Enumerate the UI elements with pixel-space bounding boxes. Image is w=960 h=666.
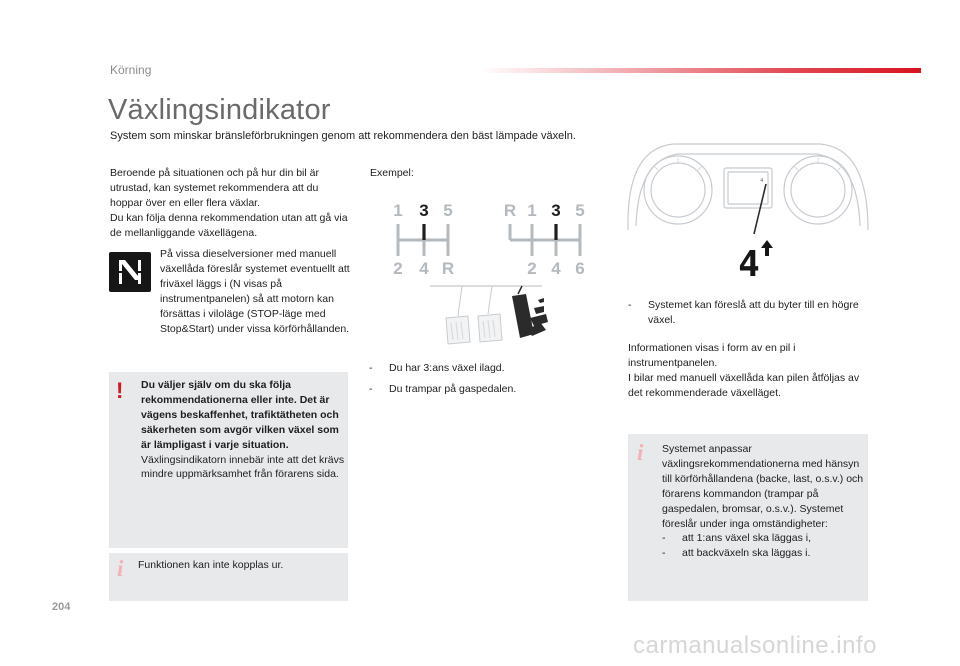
gear2-label-6: 6: [575, 259, 585, 278]
gear2-label-3-active: 3: [551, 201, 561, 220]
bullet-right-text: Systemet kan föreslå att du byter till en högre växel.: [648, 299, 859, 326]
recommended-gear: 4: [738, 244, 760, 285]
info-icon-2: i: [637, 440, 644, 465]
page-subtitle: System som minskar bränsleförbrukningen genom att rekommendera den bäst lämpade växeln.: [110, 130, 576, 142]
info-right-line-1: Informationen visas i form av en pil i instrumentpanelen.: [628, 342, 796, 369]
gear-label-5: 5: [443, 201, 453, 220]
page-title: Växlingsindikator: [108, 94, 331, 126]
bullet-middle-2: - Du trampar på gaspedalen.: [369, 383, 517, 395]
page-number: 204: [52, 601, 71, 613]
bullet-right: - Systemet kan föreslå att du byter till en högre växel.: [628, 298, 868, 330]
section-label: Körning: [110, 63, 152, 77]
gear2-label-5: 5: [575, 201, 585, 220]
info-icon: i: [117, 556, 124, 581]
info-right-text: [628, 341, 873, 401]
gear2-label-r: R: [503, 201, 517, 220]
warning-icon: !: [116, 378, 124, 403]
bullet-middle-1-text: Du har 3:ans växel ilagd.: [389, 362, 505, 374]
info-text-2: [662, 442, 866, 561]
watermark: carmanualsonline.info: [633, 632, 877, 659]
intro-text: [110, 166, 350, 241]
info-right-line-2: I bilar med manuell växellåda kan pilen åtföljas av det rekommenderade växelläget.: [628, 371, 860, 399]
intro-line-1: Beroende på situationen och på hur din bil är utrustad, kan systemet rekommendera att du hoppar över en eller flera växlar.: [110, 167, 319, 209]
info2-paragraph: Systemet anpassar växlingsrekommendationerna med hänsyn till körförhållandena (backe, last, o.s.v.) och förarens kommandon (trampar på gaspedalen, bromsar, o.s.v.). Systemet föreslår under inga omständigheter:: [662, 443, 864, 530]
warning-normal: Växlingsindikatorn innebär inte att det krävs mindre uppmärksamhet från förarens sida.: [141, 453, 345, 481]
intro-line-2: Du kan följa denna rekommendation utan att gå via de mellanliggande växellägena.: [110, 211, 348, 239]
n-display-icon: [109, 252, 151, 292]
instrument-cluster-diagram: [628, 138, 868, 228]
note-n: På vissa dieselversioner med manuell växellåda föreslår systemet eventuellt att friväxel läggs i (N visas på instrumentpanelen) så att motorn kan försättas i viloläge (STOP-läge med Stop&Start) under vissa körförhållanden.: [160, 248, 350, 335]
bullet-middle-1: - Du har 3:ans växel ilagd.: [369, 362, 505, 374]
info2-list-item: - att backväxeln ska läggas i.: [662, 546, 866, 561]
section-bar: [480, 68, 921, 73]
info2-list-item: - att 1:ans växel ska läggas i,: [662, 531, 866, 546]
warning-bold: Du väljer själv om du ska följa rekommendationerna eller inte. Det är vägens beskaffenhet, trafiktätheten och säkerheten som avgör vilken växel som är lämpligast i varje situation.: [141, 379, 339, 451]
gear-label-4: 4: [419, 259, 429, 278]
gear2-label-2: 2: [527, 259, 537, 278]
info2-list: [662, 531, 866, 561]
info-text-1: Funktionen kan inte kopplas ur.: [138, 559, 284, 571]
example-label: Exempel:: [370, 167, 414, 179]
gear-label-1: 1: [393, 201, 403, 220]
gear2-label-4: 4: [551, 259, 561, 278]
warning-text: [141, 378, 345, 482]
gear2-label-1: 1: [527, 201, 537, 220]
gear-label-3-active: 3: [419, 201, 429, 220]
gear-shift-diagram: [388, 196, 618, 286]
bullet-middle-2-text: Du trampar på gaspedalen.: [389, 383, 517, 395]
pedals-diagram: [430, 284, 570, 350]
gear-up-arrow-icon: [736, 236, 776, 285]
gear-label-2: 2: [393, 259, 403, 278]
gear-label-r: R: [441, 259, 455, 278]
cluster-mini-gear: 4: [760, 178, 763, 184]
